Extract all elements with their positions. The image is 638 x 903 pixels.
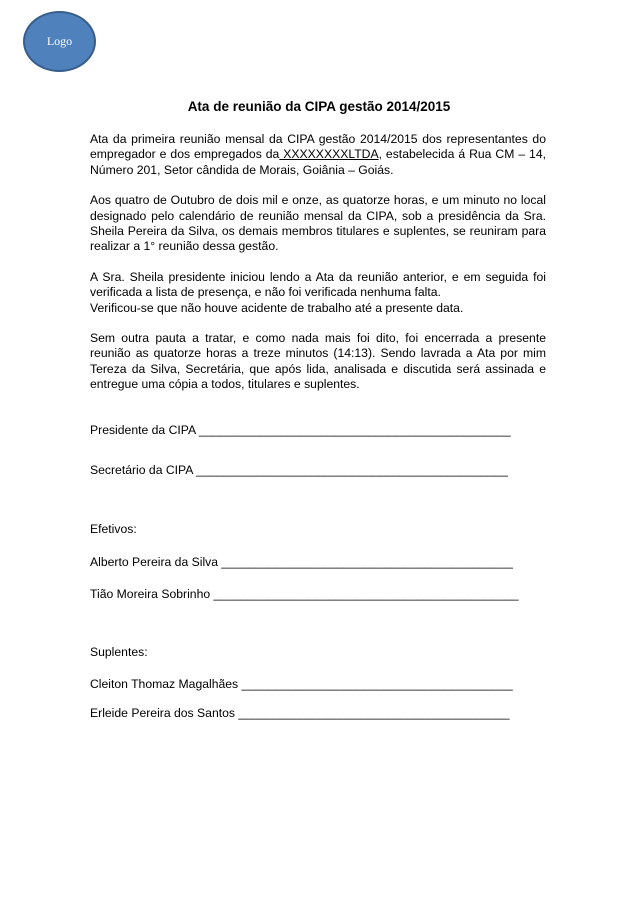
logo [23, 11, 96, 72]
paragraph-opening-start: Ata da primeira reunião mensal da CIPA gestão 2014/2015 dos representantes do empregador e dos empregados da [90, 132, 546, 162]
signature-efetivo-1: Alberto Pereira da Silva ___________________________________________ [90, 555, 513, 569]
company-name: XXXXXXXXLTDA [279, 147, 379, 162]
document-body [90, 132, 546, 393]
paragraph-accidents: Verificou-se que não houve acidente de trabalho até a presente data. [90, 300, 464, 315]
paragraph-date-location: Aos quatro de Outubro de dois mil e onze, as quatorze horas, e um minuto no local designado pelo calendário de reunião mensal da CIPA, sob a presidência da Sra. Sheila Pereira da Silva, os demais membros titulares e suplentes, se reuniram para realizar a 1° reunião dessa gestão. [90, 193, 546, 254]
signature-efetivo-2: Tião Moreira Sobrinho _____________________________________________ [90, 587, 519, 601]
signature-suplente-1: Cleiton Thomaz Magalhães ________________________________________ [90, 677, 513, 691]
paragraph-reading: A Sra. Sheila presidente iniciou lendo a Ata da reunião anterior, e em seguida foi verificada a lista de presença, e não foi verificada nenhuma falta. [90, 269, 546, 300]
paragraph-opening [90, 132, 546, 178]
paragraph-opening-end: , estabelecida á Rua CM – 14, Número 201, Setor cândida de Morais, Goiânia – Goiás. [90, 147, 547, 177]
efetivos-heading: Efetivos: [90, 522, 137, 536]
signature-suplente-2: Erleide Pereira dos Santos ________________________________________ [90, 706, 510, 720]
logo-text: Logo [46, 34, 73, 48]
document-title: Ata de reunião da CIPA gestão 2014/2015 [187, 99, 451, 114]
paragraph-closing: Sem outra pauta a tratar, e como nada mais foi dito, foi encerrada a presente reunião as quatorze horas a treze minutos (14:13). Sendo lavrada a Ata por mim Tereza da Silva, Secretária, que após lida, analisada e discutida será assinada e entregue uma cópia a todos, titulares e suplentes. [90, 331, 546, 392]
signature-secretario: Secretário da CIPA ______________________________________________ [90, 463, 508, 477]
suplentes-heading: Suplentes: [90, 645, 148, 659]
signature-presidente: Presidente da CIPA ______________________________________________ [90, 423, 511, 437]
